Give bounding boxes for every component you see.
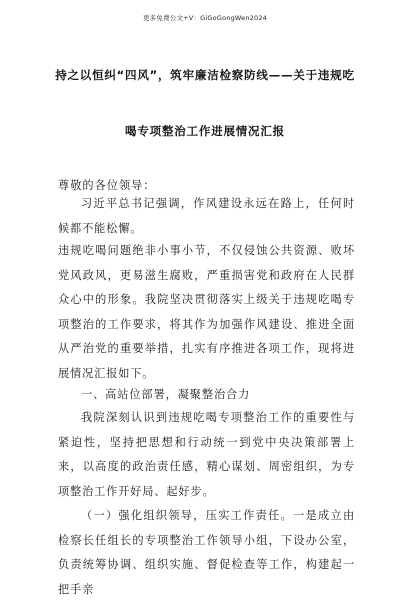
document-title-line-2: 喝专项整治工作进展情况汇报 [125,124,285,138]
section-heading-1: 一、高站位部署，凝聚整治合力 [81,388,251,401]
paragraph-1: 习近平总书记强调，作风建设永远在路上，任何时候都不能松懈。 [58,197,355,235]
paragraph-4: （一）强化组织领导，压实工作责任。一是成立由检察长任组长的专项整治工作领导小组，下设办公室，负责统筹协调、组织实施、督促检查等工作，构建起一把手亲 [58,509,355,596]
paragraph-3: 我院深刻认识到违规吃喝专项整治工作的重要性与紧迫性，坚持把思想和行动统一到党中央决策部署上来，以高度的政治责任感，精心谋划、周密组织，为专项整治工作开好局、起好步。 [58,411,355,498]
header-note: 更多免费公文+V：GiGoGongWen2024 [142,14,267,22]
paragraph-2: 违规吃喝问题绝非小事小节，不仅侵蚀公共资源、败坏党风政风，更易滋生腐败，严重损害党和政府在人民群众心中的形象。我院坚决贯彻落实上级关于违规吃喝专项整治的工作要求，将其作为加强作风建设、推进全面从严治党的重要举措，扎实有序推进各项工作，现将进展情况汇报如下。 [58,244,355,380]
document-title-line-1: 持之以恒纠“四风”，筑牢廉洁检察防线——关于违规吃 [55,68,355,82]
salutation: 尊敬的各位领导： [58,179,156,192]
